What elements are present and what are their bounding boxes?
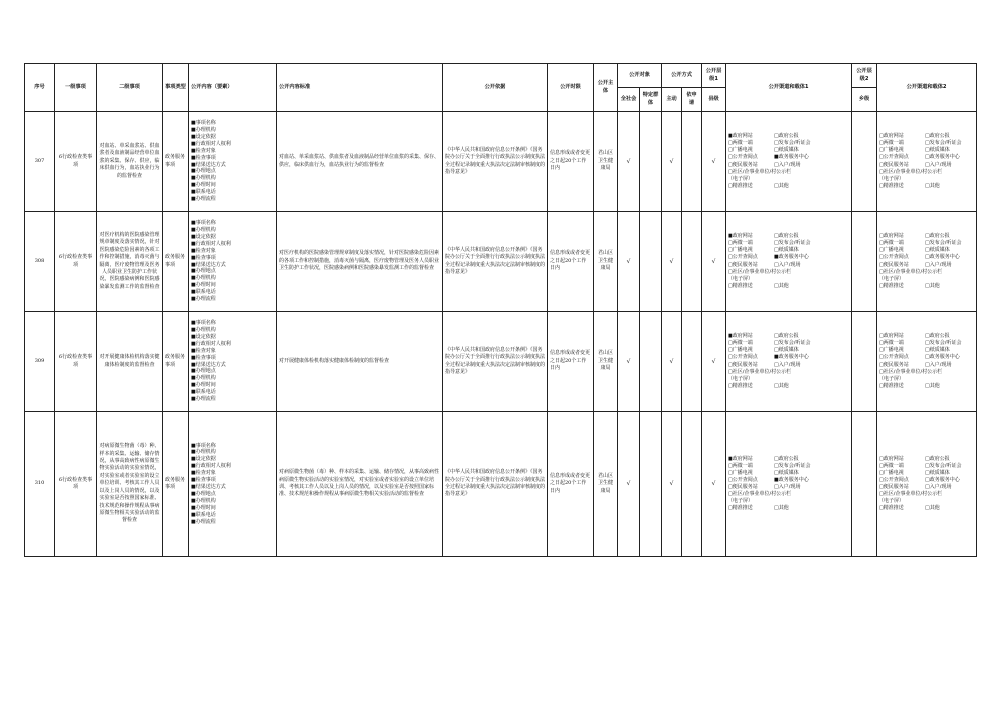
channel-option: □发布会/听证会 bbox=[925, 140, 962, 147]
channel-option: □社区/企事业单位/村公示栏 bbox=[728, 368, 792, 375]
channel-line bbox=[728, 463, 849, 470]
table-row bbox=[25, 312, 977, 412]
row-method-apply-check bbox=[682, 112, 702, 212]
content-item: ■行政相对人权利 bbox=[191, 240, 231, 247]
header-level2-open: 公开层级2 bbox=[852, 64, 877, 88]
row-method-active-check: √ bbox=[662, 212, 682, 312]
channel-option: □两微一端 bbox=[879, 462, 904, 469]
content-item: ■结果送达方式 bbox=[191, 261, 226, 268]
row-subject: 君山区卫生健康局 bbox=[594, 312, 618, 412]
channel-option: □入户/现场 bbox=[925, 261, 952, 268]
row-channels2 bbox=[877, 412, 977, 557]
channel-option: （电子屏） bbox=[879, 275, 905, 282]
channel-option: ■政府网站 bbox=[728, 233, 753, 240]
row-basis: 《中华人民共和国政府信息公开条例》《国务院办公厅关于全面推行行政执法公示制度执法全过程记录制度重大执法决定法制审核制度的指导意见》 bbox=[443, 212, 548, 312]
row-target-all-check: √ bbox=[618, 412, 640, 557]
channel-option: □便民服务站 bbox=[728, 261, 758, 268]
channel-option: □两微一端 bbox=[879, 340, 904, 347]
channel-line bbox=[728, 354, 849, 361]
row-channels2 bbox=[877, 112, 977, 212]
row-basis: 《中华人民共和国政府信息公开条例》《国务院办公厅关于全面推行行政执法公示制度执法全过程记录制度重大执法决定法制审核制度的指导意见》 bbox=[443, 112, 548, 212]
channel-option: □公开查阅点 bbox=[879, 254, 909, 261]
channel-option: □便民服务站 bbox=[728, 361, 758, 368]
channel-option: □精准推送 bbox=[728, 182, 753, 189]
channel-option: □社区/企事业单位/村公示栏 bbox=[879, 491, 943, 498]
channel-option: □入户/现场 bbox=[925, 361, 952, 368]
channel-option: □其他 bbox=[774, 382, 789, 389]
channel-line bbox=[728, 254, 849, 261]
row-level2: 对开展健康体检机构落实健康体检制度的监督检查 bbox=[97, 312, 163, 412]
row-level2: 对医疗机构的医院感染管理规章制度及落实情况，针对医院感染危险因素的各项工作和控制措施，消毒灭菌与隔离，医疗废物管理及医务人员职业卫生防护工作状况，医院感染病例和医院感染暴发监测工作的监督检查 bbox=[97, 212, 163, 312]
channel-line bbox=[879, 269, 974, 276]
channel-option: □广播电视 bbox=[728, 347, 753, 354]
channel-line bbox=[728, 176, 849, 183]
channel-option: □纸质媒体 bbox=[774, 347, 799, 354]
row-method-active-check: √ bbox=[662, 412, 682, 557]
channel-option: □政府网站 bbox=[879, 333, 904, 340]
header-method: 公开方式 bbox=[662, 64, 702, 88]
content-item: ■联系电话 bbox=[191, 289, 216, 296]
channel-option: □公开查阅点 bbox=[728, 154, 758, 161]
channel-line bbox=[879, 162, 974, 169]
content-item: ■检查对象 bbox=[191, 247, 216, 254]
content-item: ■办理时间 bbox=[191, 382, 216, 389]
content-item: ■办理时间 bbox=[191, 504, 216, 511]
channel-option: （电子屏） bbox=[728, 175, 754, 182]
channel-option: □政府公报 bbox=[925, 133, 950, 140]
channel-line bbox=[879, 254, 974, 261]
channel-option: □便民服务站 bbox=[728, 484, 758, 490]
channel-option: □便民服务站 bbox=[879, 361, 909, 368]
channel-option: □纸质媒体 bbox=[774, 147, 799, 154]
row-method-active-check: √ bbox=[662, 112, 682, 212]
header-type: 事项类型 bbox=[163, 64, 189, 112]
header-township: 乡级 bbox=[852, 88, 877, 112]
channel-option: □其他 bbox=[774, 505, 789, 512]
channel-option: □政府公报 bbox=[774, 233, 799, 240]
row-level1: 6行政检查类事项 bbox=[55, 312, 97, 412]
channel-line bbox=[879, 376, 974, 383]
row-type: 政务服务事项 bbox=[163, 112, 189, 212]
header-target: 公开对象 bbox=[618, 64, 662, 88]
header-channels2: 公开渠道和载体2 bbox=[877, 64, 977, 112]
channel-option: □公开查阅点 bbox=[879, 476, 909, 483]
content-item: ■行政相对人权利 bbox=[191, 463, 231, 470]
channel-option: ■政务服务中心 bbox=[774, 354, 809, 361]
channel-option: □广播电视 bbox=[879, 247, 904, 254]
channel-option: □便民服务站 bbox=[879, 161, 909, 168]
row-target-group-check bbox=[640, 312, 662, 412]
channel-option: □其他 bbox=[925, 182, 940, 189]
content-item: ■办理机构 bbox=[191, 275, 216, 282]
row-standard: 对病原微生物菌（毒）种、样本的采集、运输、储存情况，从事高致病性病原微生物实验活动的实验室情况，对实验室或者实验室的设立单位培训、考核其工作人员以及上岗人员的情况，以及实验室是否按照国家标准、技术规范和操作规程从事病原微生物相关实验活动的监督检查 bbox=[277, 412, 443, 557]
channel-option: ■政府网站 bbox=[728, 133, 753, 140]
header-seq: 序号 bbox=[25, 64, 55, 112]
channel-option: （电子屏） bbox=[879, 175, 905, 182]
row-level1: 6行政检查类事项 bbox=[55, 412, 97, 557]
channel-option: □广播电视 bbox=[879, 469, 904, 476]
channel-option: □其他 bbox=[774, 182, 789, 189]
channel-option: □政务服务中心 bbox=[925, 476, 960, 483]
content-item: ■办理流程 bbox=[191, 518, 216, 525]
channel-option: □社区/企事业单位/村公示栏 bbox=[728, 168, 792, 175]
channel-option: □精准推送 bbox=[879, 282, 904, 289]
row-content-items bbox=[189, 412, 277, 557]
content-item: ■办理机构 bbox=[191, 497, 216, 504]
channel-option: □广播电视 bbox=[879, 147, 904, 154]
channel-option: □发布会/听证会 bbox=[774, 240, 811, 247]
channel-line bbox=[728, 162, 849, 169]
channel-line bbox=[879, 276, 974, 283]
channel-line bbox=[728, 262, 849, 269]
channel-line bbox=[879, 362, 974, 369]
row-method-apply-check bbox=[682, 412, 702, 557]
content-item: ■联系电话 bbox=[191, 389, 216, 396]
channel-option: □政府公报 bbox=[774, 133, 799, 140]
row-channels1 bbox=[726, 112, 852, 212]
row-township-check bbox=[852, 212, 877, 312]
header-content: 公开内容（要素） bbox=[189, 64, 277, 112]
channel-option: ■政务服务中心 bbox=[774, 254, 809, 261]
content-item: ■检查对象 bbox=[191, 470, 216, 477]
row-period: 信息形成或者变更之日起20个工作日内 bbox=[548, 412, 594, 557]
channel-option: □精准推送 bbox=[879, 505, 904, 512]
content-item: ■办理机构 bbox=[191, 175, 216, 182]
channel-line bbox=[879, 176, 974, 183]
header-basis: 公开依据 bbox=[443, 64, 548, 112]
channel-option: ■政务服务中心 bbox=[774, 476, 809, 483]
header-level1-open: 公开层级1 bbox=[702, 64, 726, 88]
channel-option: □精准推送 bbox=[879, 182, 904, 189]
channel-option: □精准推送 bbox=[728, 282, 753, 289]
channel-option: □政府公报 bbox=[774, 333, 799, 340]
header-period: 公开时限 bbox=[548, 64, 594, 112]
channel-option: □发布会/听证会 bbox=[774, 140, 811, 147]
content-item: ■办理机构 bbox=[191, 226, 216, 233]
header-level2: 二级事项 bbox=[97, 64, 163, 112]
row-seq: 310 bbox=[25, 412, 55, 557]
content-item: ■办理流程 bbox=[191, 396, 216, 403]
channel-option: □入户/现场 bbox=[925, 161, 952, 168]
row-channels1 bbox=[726, 212, 852, 312]
channel-option: □公开查阅点 bbox=[728, 254, 758, 261]
content-item: ■事项名称 bbox=[191, 220, 216, 227]
table-body bbox=[25, 112, 977, 557]
row-period: 信息形成或者变更之日起20个工作日内 bbox=[548, 312, 594, 412]
row-county-check: √ bbox=[702, 312, 726, 412]
channel-option: ■政府网站 bbox=[728, 455, 753, 462]
channel-option: □政务服务中心 bbox=[925, 154, 960, 161]
channel-line bbox=[728, 269, 849, 276]
content-item: ■设定依据 bbox=[191, 333, 216, 340]
channel-line bbox=[879, 477, 974, 484]
channel-option: （电子屏） bbox=[728, 375, 754, 382]
row-subject: 君山区卫生健康局 bbox=[594, 112, 618, 212]
channel-option: □纸质媒体 bbox=[925, 147, 950, 154]
channel-option: □入户/现场 bbox=[774, 161, 801, 168]
row-level1: 6行政检查类事项 bbox=[55, 112, 97, 212]
row-level1: 6行政检查类事项 bbox=[55, 212, 97, 312]
channel-option: □两微一端 bbox=[879, 240, 904, 247]
row-method-active-check: √ bbox=[662, 312, 682, 412]
channel-option: □广播电视 bbox=[728, 469, 753, 476]
content-item: ■检查事项 bbox=[191, 477, 216, 484]
row-target-all-check: √ bbox=[618, 212, 640, 312]
disclosure-table bbox=[24, 63, 977, 557]
header-subject: 公开主体 bbox=[594, 64, 618, 112]
content-item: ■办理时间 bbox=[191, 282, 216, 289]
channel-line bbox=[728, 376, 849, 383]
row-channels2 bbox=[877, 212, 977, 312]
channel-line bbox=[879, 369, 974, 376]
content-item: ■行政相对人权利 bbox=[191, 140, 231, 147]
channel-line bbox=[879, 354, 974, 361]
content-item: ■检查事项 bbox=[191, 154, 216, 161]
content-item: ■检查对象 bbox=[191, 147, 216, 154]
content-item: ■检查事项 bbox=[191, 354, 216, 361]
channel-option: □政府网站 bbox=[879, 133, 904, 140]
channel-option: □发布会/听证会 bbox=[774, 340, 811, 347]
channel-line bbox=[879, 463, 974, 470]
channel-option: （电子屏） bbox=[728, 275, 754, 282]
channel-line bbox=[879, 505, 974, 512]
row-county-check: √ bbox=[702, 212, 726, 312]
channel-option: □社区/企事业单位/村公示栏 bbox=[879, 168, 943, 175]
header-method-active: 主动 bbox=[662, 88, 682, 112]
content-item: ■联系电话 bbox=[191, 511, 216, 518]
channel-line bbox=[728, 369, 849, 376]
channel-option: □精准推送 bbox=[728, 505, 753, 512]
content-item: ■检查对象 bbox=[191, 347, 216, 354]
channel-option: □发布会/听证会 bbox=[925, 340, 962, 347]
row-target-group-check bbox=[640, 212, 662, 312]
channel-option: □精准推送 bbox=[728, 382, 753, 389]
disclosure-table-sheet bbox=[24, 63, 976, 557]
content-item: ■结果送达方式 bbox=[191, 484, 226, 490]
channel-option: □社区/企事业单位/村公示栏 bbox=[879, 268, 943, 275]
channel-line bbox=[728, 183, 849, 190]
channel-option: □政务服务中心 bbox=[925, 254, 960, 261]
header-method-apply: 依申请 bbox=[682, 88, 702, 112]
channel-option: （电子屏） bbox=[728, 498, 754, 505]
channel-line bbox=[728, 477, 849, 484]
content-item: ■行政相对人权利 bbox=[191, 340, 231, 347]
channel-line bbox=[728, 362, 849, 369]
table-row bbox=[25, 412, 977, 557]
channel-option: □公开查阅点 bbox=[728, 354, 758, 361]
row-township-check bbox=[852, 412, 877, 557]
row-county-check: √ bbox=[702, 412, 726, 557]
channel-option: □公开查阅点 bbox=[879, 154, 909, 161]
channel-option: □广播电视 bbox=[879, 347, 904, 354]
channel-option: □纸质媒体 bbox=[925, 347, 950, 354]
row-method-apply-check bbox=[682, 312, 702, 412]
row-basis: 《中华人民共和国政府信息公开条例》《国务院办公厅关于全面推行行政执法公示制度执法全过程记录制度重大执法决定法制审核制度的指导意见》 bbox=[443, 312, 548, 412]
channel-option: □公开查阅点 bbox=[879, 354, 909, 361]
row-township-check bbox=[852, 312, 877, 412]
header-target-group: 特定群体 bbox=[640, 88, 662, 112]
channel-option: □便民服务站 bbox=[879, 484, 909, 490]
channel-option: □两微一端 bbox=[728, 240, 753, 247]
row-subject: 君山区卫生健康局 bbox=[594, 412, 618, 557]
row-seq: 308 bbox=[25, 212, 55, 312]
channel-option: □便民服务站 bbox=[728, 161, 758, 168]
content-item: ■办理地点 bbox=[191, 368, 216, 375]
channel-option: □两微一端 bbox=[728, 340, 753, 347]
channel-option: □发布会/听证会 bbox=[925, 462, 962, 469]
row-subject: 君山区卫生健康局 bbox=[594, 212, 618, 312]
row-target-all-check: √ bbox=[618, 112, 640, 212]
content-item: ■办理地点 bbox=[191, 490, 216, 497]
header-target-all: 全社会 bbox=[618, 88, 640, 112]
content-item: ■办理地点 bbox=[191, 168, 216, 175]
channel-line bbox=[879, 154, 974, 161]
row-channels2 bbox=[877, 312, 977, 412]
row-method-apply-check bbox=[682, 212, 702, 312]
content-item: ■办理流程 bbox=[191, 196, 216, 203]
channel-option: □纸质媒体 bbox=[774, 469, 799, 476]
row-level2: 对病原微生物菌（毒）种、样本的采集、运输、储存情况，从事高致病性病原微生物实验活动的实验室情况，对实验室或者实验室的设立单位培训、考核其工作人员以及上岗人员的情况，以及实验室是否按照国家标准、技术规范和操作规程从事病原微生物相关实验活动的监督检查 bbox=[97, 412, 163, 557]
channel-option: □精准推送 bbox=[879, 382, 904, 389]
channel-line bbox=[728, 276, 849, 283]
channel-option: □发布会/听证会 bbox=[774, 462, 811, 469]
row-target-group-check bbox=[640, 112, 662, 212]
channel-option: □入户/现场 bbox=[774, 261, 801, 268]
row-period: 信息形成或者变更之日起20个工作日内 bbox=[548, 212, 594, 312]
content-item: ■办理地点 bbox=[191, 268, 216, 275]
content-item: ■联系电话 bbox=[191, 189, 216, 196]
channel-option: □入户/现场 bbox=[925, 484, 952, 490]
channel-line bbox=[879, 456, 974, 463]
header-channels1: 公开渠道和载体1 bbox=[726, 64, 852, 112]
row-seq: 309 bbox=[25, 312, 55, 412]
channel-option: □便民服务站 bbox=[879, 261, 909, 268]
header-row-1 bbox=[25, 64, 977, 88]
channel-option: □纸质媒体 bbox=[774, 247, 799, 254]
content-item: ■结果送达方式 bbox=[191, 361, 226, 368]
content-item: ■办理流程 bbox=[191, 296, 216, 303]
channel-option: □政务服务中心 bbox=[925, 354, 960, 361]
channel-line bbox=[728, 383, 849, 390]
channel-option: □广播电视 bbox=[728, 247, 753, 254]
row-content-items bbox=[189, 212, 277, 312]
channel-line bbox=[879, 169, 974, 176]
channel-option: ■政府网站 bbox=[728, 333, 753, 340]
channel-option: □广播电视 bbox=[728, 147, 753, 154]
header-county: 县级 bbox=[702, 88, 726, 112]
table-row bbox=[25, 112, 977, 212]
content-item: ■事项名称 bbox=[191, 120, 216, 127]
row-content-items bbox=[189, 312, 277, 412]
channel-line bbox=[879, 262, 974, 269]
content-item: ■事项名称 bbox=[191, 320, 216, 327]
channel-option: □入户/现场 bbox=[774, 361, 801, 368]
channel-option: □公开查阅点 bbox=[728, 476, 758, 483]
row-type: 政务服务事项 bbox=[163, 412, 189, 557]
row-channels1 bbox=[726, 312, 852, 412]
content-item: ■办理机构 bbox=[191, 449, 216, 456]
content-item: ■检查事项 bbox=[191, 254, 216, 261]
channel-line bbox=[879, 283, 974, 290]
channel-option: □其他 bbox=[925, 505, 940, 512]
content-item: ■办理机构 bbox=[191, 126, 216, 133]
channel-line bbox=[728, 154, 849, 161]
channel-option: □政府网站 bbox=[879, 455, 904, 462]
channel-line bbox=[728, 470, 849, 477]
channel-option: □社区/企事业单位/村公示栏 bbox=[879, 368, 943, 375]
channel-option: （电子屏） bbox=[879, 498, 905, 505]
row-type: 政务服务事项 bbox=[163, 212, 189, 312]
channel-line bbox=[879, 183, 974, 190]
channel-option: □政府公报 bbox=[925, 333, 950, 340]
channel-line bbox=[879, 383, 974, 390]
content-item: ■设定依据 bbox=[191, 133, 216, 140]
row-seq: 307 bbox=[25, 112, 55, 212]
channel-line bbox=[728, 505, 849, 512]
channel-option: □发布会/听证会 bbox=[925, 240, 962, 247]
channel-option: □两微一端 bbox=[728, 462, 753, 469]
row-level2: 对血站、单采血浆站、供血浆者及血液制品经营单位血浆的采集、保存、供应，临床供血行为，血站执业行为的监督检查 bbox=[97, 112, 163, 212]
channel-option: □社区/企事业单位/村公示栏 bbox=[728, 491, 792, 498]
channel-line bbox=[728, 283, 849, 290]
channel-option: □其他 bbox=[925, 382, 940, 389]
row-channels1 bbox=[726, 412, 852, 557]
channel-option: □社区/企事业单位/村公示栏 bbox=[728, 268, 792, 275]
channel-option: （电子屏） bbox=[879, 375, 905, 382]
channel-option: □纸质媒体 bbox=[925, 469, 950, 476]
row-county-check: √ bbox=[702, 112, 726, 212]
channel-option: □两微一端 bbox=[728, 140, 753, 147]
content-item: ■设定依据 bbox=[191, 456, 216, 463]
row-standard: 对血站、单采血浆站、供血浆者及血液制品经营单位血浆的采集、保存、供应，临床供血行为，血站执业行为的监督检查 bbox=[277, 112, 443, 212]
channel-option: ■政务服务中心 bbox=[774, 154, 809, 161]
row-standard: 对开展健康体检机构落实健康体检制度的监督检查 bbox=[277, 312, 443, 412]
row-standard: 对医疗机构的医院感染管理规章制度及落实情况，针对医院感染危险因素的各项工作和控制措施，消毒灭菌与隔离，医疗废物管理及医务人员职业卫生防护工作状况，医院感染病例和医院感染暴发监测工作的监督检查 bbox=[277, 212, 443, 312]
table-row bbox=[25, 212, 977, 312]
row-basis: 《中华人民共和国政府信息公开条例》《国务院办公厅关于全面推行行政执法公示制度执法全过程记录制度重大执法决定法制审核制度的指导意见》 bbox=[443, 412, 548, 557]
channel-option: □政府公报 bbox=[925, 455, 950, 462]
header-level1: 一级事项 bbox=[55, 64, 97, 112]
content-item: ■结果送达方式 bbox=[191, 161, 226, 168]
content-item: ■办理机构 bbox=[191, 326, 216, 333]
channel-option: □纸质媒体 bbox=[925, 247, 950, 254]
channel-option: □两微一端 bbox=[879, 140, 904, 147]
channel-option: □其他 bbox=[925, 282, 940, 289]
row-period: 信息形成或者变更之日起20个工作日内 bbox=[548, 112, 594, 212]
channel-line bbox=[879, 470, 974, 477]
content-item: ■设定依据 bbox=[191, 233, 216, 240]
row-content-items bbox=[189, 112, 277, 212]
row-target-all-check: √ bbox=[618, 312, 640, 412]
channel-option: □政府网站 bbox=[879, 233, 904, 240]
header-standard: 公开内容标准 bbox=[277, 64, 443, 112]
channel-option: □政府公报 bbox=[774, 455, 799, 462]
channel-line bbox=[728, 169, 849, 176]
content-item: ■办理时间 bbox=[191, 182, 216, 189]
channel-option: □政府公报 bbox=[925, 233, 950, 240]
channel-option: □入户/现场 bbox=[774, 484, 801, 490]
channel-option: □其他 bbox=[774, 282, 789, 289]
channel-line bbox=[728, 456, 849, 463]
row-type: 政务服务事项 bbox=[163, 312, 189, 412]
content-item: ■事项名称 bbox=[191, 442, 216, 449]
content-item: ■办理机构 bbox=[191, 375, 216, 382]
row-township-check bbox=[852, 112, 877, 212]
row-target-group-check bbox=[640, 412, 662, 557]
